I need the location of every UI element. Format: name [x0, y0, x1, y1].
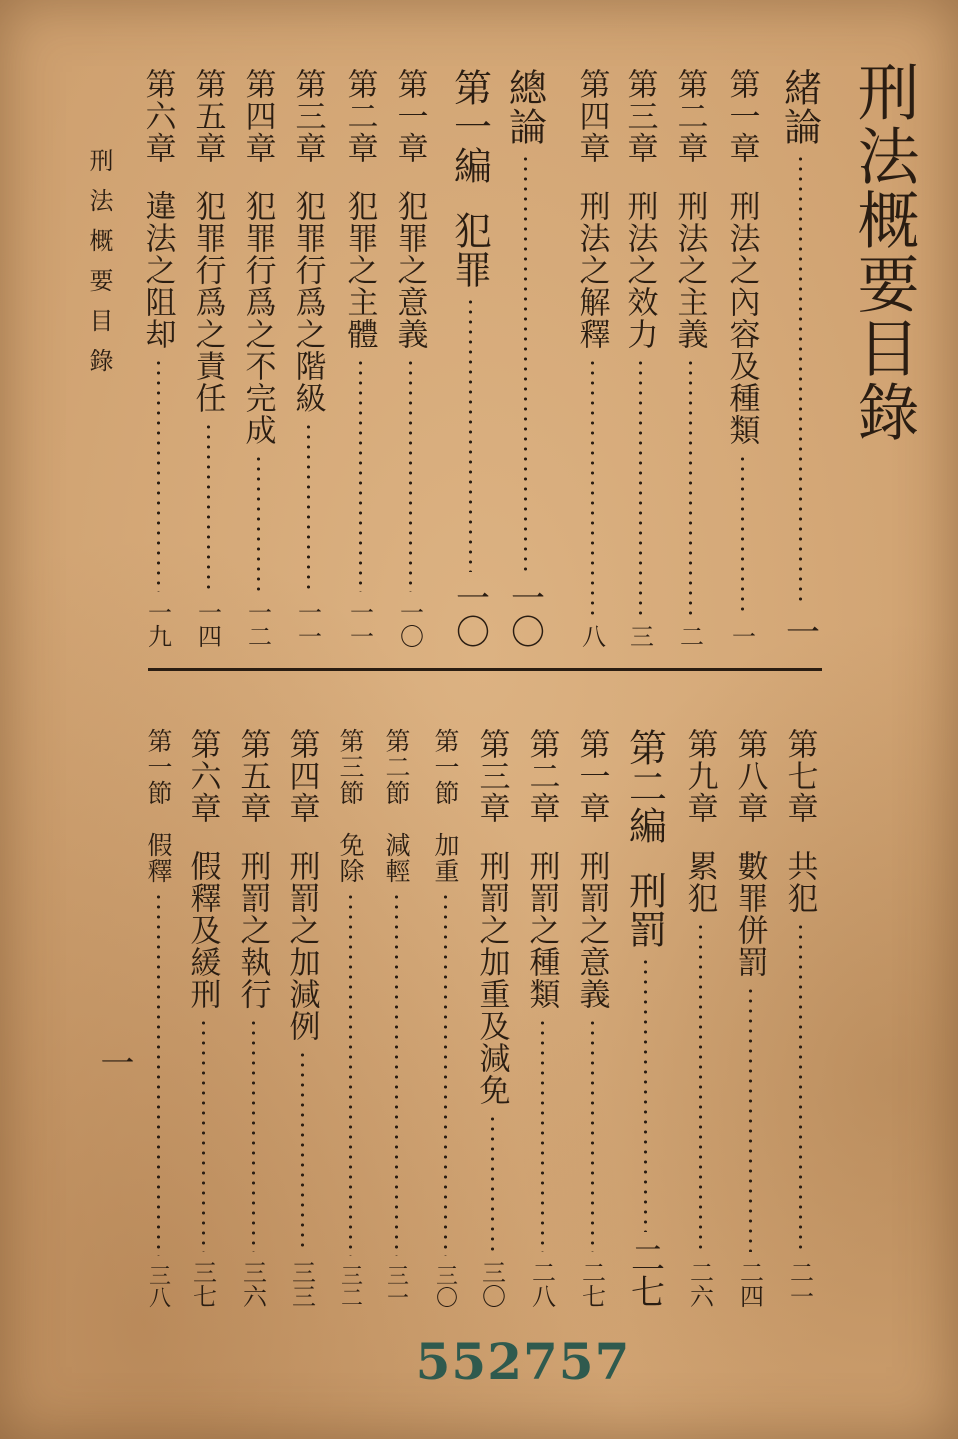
- entry-page-number: 八: [577, 624, 606, 648]
- top-entry[interactable]: [668, 68, 712, 648]
- entry-number: 第一編: [447, 68, 492, 185]
- leader-dots: [301, 1050, 304, 1252]
- bottom-entry[interactable]: [778, 728, 822, 1308]
- entry-number: 第二章: [341, 68, 378, 164]
- leader-dots: [349, 892, 352, 1256]
- entry-page-number: 一二: [243, 600, 272, 648]
- entry-page-number: 二四: [735, 1260, 764, 1308]
- entry-heading: [181, 728, 226, 1010]
- entry-title: 刑法之效力: [621, 190, 658, 350]
- top-entry[interactable]: [388, 68, 432, 648]
- bottom-entry[interactable]: [470, 728, 514, 1308]
- entry-heading: [618, 728, 673, 949]
- entry-page-number: 二: [675, 624, 704, 648]
- entry-page-number: 三〇: [477, 1260, 506, 1308]
- entry-page-number: 二一: [785, 1260, 814, 1308]
- bottom-entry[interactable]: [328, 728, 372, 1308]
- entry-page-number: 一四: [193, 600, 222, 648]
- bottom-entry[interactable]: [374, 728, 418, 1308]
- entry-title: 刑罰之加減例: [283, 850, 320, 1042]
- entry-number: 第九章: [681, 728, 718, 824]
- leader-dots: [359, 358, 362, 592]
- leader-dots: [469, 297, 472, 572]
- entry-heading: [720, 68, 765, 446]
- entry-heading: [332, 728, 368, 884]
- top-entry[interactable]: [618, 68, 662, 648]
- leader-dots: [689, 358, 692, 616]
- entry-heading: [668, 68, 713, 350]
- leader-dots: [644, 957, 647, 1232]
- leader-dots: [252, 1018, 255, 1252]
- section-divider: [148, 668, 822, 671]
- top-entry[interactable]: [136, 68, 180, 648]
- leader-dots: [395, 892, 398, 1256]
- top-entry[interactable]: [448, 68, 492, 648]
- leader-dots: [699, 922, 702, 1252]
- leader-dots: [749, 986, 752, 1252]
- entry-heading: [140, 728, 176, 884]
- bottom-entry[interactable]: [280, 728, 324, 1308]
- entry-heading: [236, 68, 281, 446]
- entry-page-number: 二七: [624, 1240, 665, 1308]
- entry-page-number: 三六: [238, 1260, 267, 1308]
- entry-title: 犯罪行爲之階級: [289, 190, 326, 414]
- entry-number: 第三章: [473, 728, 510, 824]
- entry-heading: [678, 728, 723, 914]
- entry-number: 第三節: [336, 728, 365, 806]
- leader-dots: [202, 1018, 205, 1252]
- entry-heading: [773, 68, 828, 146]
- entry-heading: [388, 68, 433, 350]
- entry-number: 第七章: [781, 728, 818, 824]
- entry-heading: [280, 728, 325, 1042]
- leader-dots: [257, 454, 260, 592]
- entry-page-number: 一〇: [449, 580, 490, 648]
- leader-dots: [444, 892, 447, 1256]
- entry-heading: [338, 68, 383, 350]
- entry-heading: [728, 728, 773, 978]
- leader-dots: [639, 358, 642, 616]
- entry-page-number: 三: [625, 624, 654, 648]
- running-title: 刑法概要目錄: [85, 148, 113, 388]
- entry-heading: [443, 68, 498, 289]
- entry-number: 第一節: [431, 728, 460, 806]
- entry-page-number: 一: [779, 614, 820, 648]
- entry-page-number: 一〇: [395, 600, 424, 648]
- entry-title: 刑罰之意義: [573, 850, 610, 1010]
- entry-number: 第二章: [523, 728, 560, 824]
- entry-heading: [136, 68, 181, 350]
- entry-heading: [618, 68, 663, 350]
- leader-dots: [409, 358, 412, 592]
- entry-title: 刑罰之種類: [523, 850, 560, 1010]
- top-entry[interactable]: [286, 68, 330, 648]
- library-stamp-number: 552757: [415, 1332, 631, 1391]
- entry-page-number: 二六: [685, 1260, 714, 1308]
- entry-number: 第五章: [234, 728, 271, 824]
- entry-title: 刑罰之加重及減免: [473, 850, 510, 1106]
- entry-title: 減輕: [382, 832, 411, 884]
- leader-dots: [491, 1114, 494, 1252]
- leader-dots: [799, 922, 802, 1252]
- entry-title: 共犯: [781, 850, 818, 914]
- leader-dots: [591, 358, 594, 616]
- entry-page-number: 一一: [293, 600, 322, 648]
- leader-dots: [799, 154, 802, 606]
- entry-heading: [378, 728, 414, 884]
- top-entry[interactable]: [186, 68, 230, 648]
- entry-heading: [427, 728, 463, 884]
- top-entry[interactable]: [503, 68, 547, 648]
- entry-heading: [570, 728, 615, 1010]
- entry-number: 第一章: [573, 728, 610, 824]
- entry-title: 總論: [502, 68, 547, 146]
- page-folio: 一: [94, 1045, 134, 1079]
- entry-number: 第五章: [189, 68, 226, 164]
- bottom-entry[interactable]: [181, 728, 225, 1308]
- entry-number: 第一章: [391, 68, 428, 164]
- entry-title: 加重: [431, 832, 460, 884]
- entry-heading: [470, 728, 515, 1106]
- entry-number: 第八章: [731, 728, 768, 824]
- entry-number: 第三章: [289, 68, 326, 164]
- leader-dots: [541, 1018, 544, 1252]
- entry-title: 犯罪: [447, 211, 492, 289]
- bottom-entry[interactable]: [570, 728, 614, 1308]
- leader-dots: [741, 454, 744, 616]
- top-entry[interactable]: [778, 68, 822, 648]
- entry-title: 違法之阻却: [139, 190, 176, 350]
- entry-title: 刑法之主義: [671, 190, 708, 350]
- leader-dots: [591, 1018, 594, 1252]
- bottom-entry[interactable]: [136, 728, 180, 1308]
- entry-page-number: 三二: [337, 1264, 363, 1308]
- entry-number: 第四章: [283, 728, 320, 824]
- entry-page-number: 一一: [345, 600, 374, 648]
- entry-title: 刑罰: [622, 871, 667, 949]
- entry-number: 第四章: [239, 68, 276, 164]
- entry-number: 第四章: [573, 68, 610, 164]
- entry-title: 刑法之內容及種類: [723, 190, 760, 446]
- entry-number: 第六章: [184, 728, 221, 824]
- entry-page-number: 三〇: [432, 1264, 458, 1308]
- entry-title: 刑法之解釋: [573, 190, 610, 350]
- entry-heading: [778, 728, 823, 914]
- bottom-entry[interactable]: [728, 728, 772, 1308]
- entry-title: 累犯: [681, 850, 718, 914]
- top-entry[interactable]: [236, 68, 280, 648]
- leader-dots: [157, 892, 160, 1256]
- entry-title: 犯罪之主體: [341, 190, 378, 350]
- entry-number: 第二章: [671, 68, 708, 164]
- entry-number: 第二節: [382, 728, 411, 806]
- leader-dots: [157, 358, 160, 592]
- entry-heading: [186, 68, 231, 414]
- entry-title: 犯罪之意義: [391, 190, 428, 350]
- entry-title: 緒論: [777, 68, 822, 146]
- entry-page-number: 二八: [527, 1260, 556, 1308]
- bottom-entry[interactable]: [423, 728, 467, 1308]
- leader-dots: [524, 154, 527, 572]
- top-entry[interactable]: [338, 68, 382, 648]
- bottom-entry[interactable]: [678, 728, 722, 1308]
- entry-heading: [570, 68, 615, 350]
- entry-page-number: 三八: [145, 1264, 171, 1308]
- bottom-entry[interactable]: [520, 728, 564, 1308]
- entry-title: 犯罪行爲之責任: [189, 190, 226, 414]
- entry-title: 免除: [336, 832, 365, 884]
- entry-number: 第二編: [622, 728, 667, 845]
- leader-dots: [307, 422, 310, 592]
- entry-page-number: 一〇: [504, 580, 545, 648]
- entry-number: 第三章: [621, 68, 658, 164]
- entry-heading: [520, 728, 565, 1010]
- entry-page-number: 三三: [287, 1260, 316, 1308]
- entry-title: 犯罪行爲之不完成: [239, 190, 276, 446]
- leader-dots: [207, 422, 210, 592]
- entry-number: 第一節: [144, 728, 173, 806]
- bottom-entry[interactable]: [231, 728, 275, 1308]
- bottom-entry[interactable]: [623, 728, 667, 1308]
- entry-title: 假釋: [144, 832, 173, 884]
- entry-page-number: 一九: [143, 600, 172, 648]
- entry-heading: [498, 68, 553, 146]
- entry-title: 數罪併罰: [731, 850, 768, 978]
- entry-page-number: 三一: [383, 1264, 409, 1308]
- page-title: 刑法概要目錄: [847, 60, 920, 444]
- top-entry[interactable]: [570, 68, 614, 648]
- entry-title: 假釋及緩刑: [184, 850, 221, 1010]
- entry-number: 第一章: [723, 68, 760, 164]
- entry-heading: [286, 68, 331, 414]
- entry-number: 第六章: [139, 68, 176, 164]
- top-entry[interactable]: [720, 68, 764, 648]
- entry-page-number: 三七: [188, 1260, 217, 1308]
- entry-page-number: 一: [727, 624, 756, 648]
- entry-title: 刑罰之執行: [234, 850, 271, 1010]
- entry-heading: [231, 728, 276, 1010]
- entry-page-number: 二七: [577, 1260, 606, 1308]
